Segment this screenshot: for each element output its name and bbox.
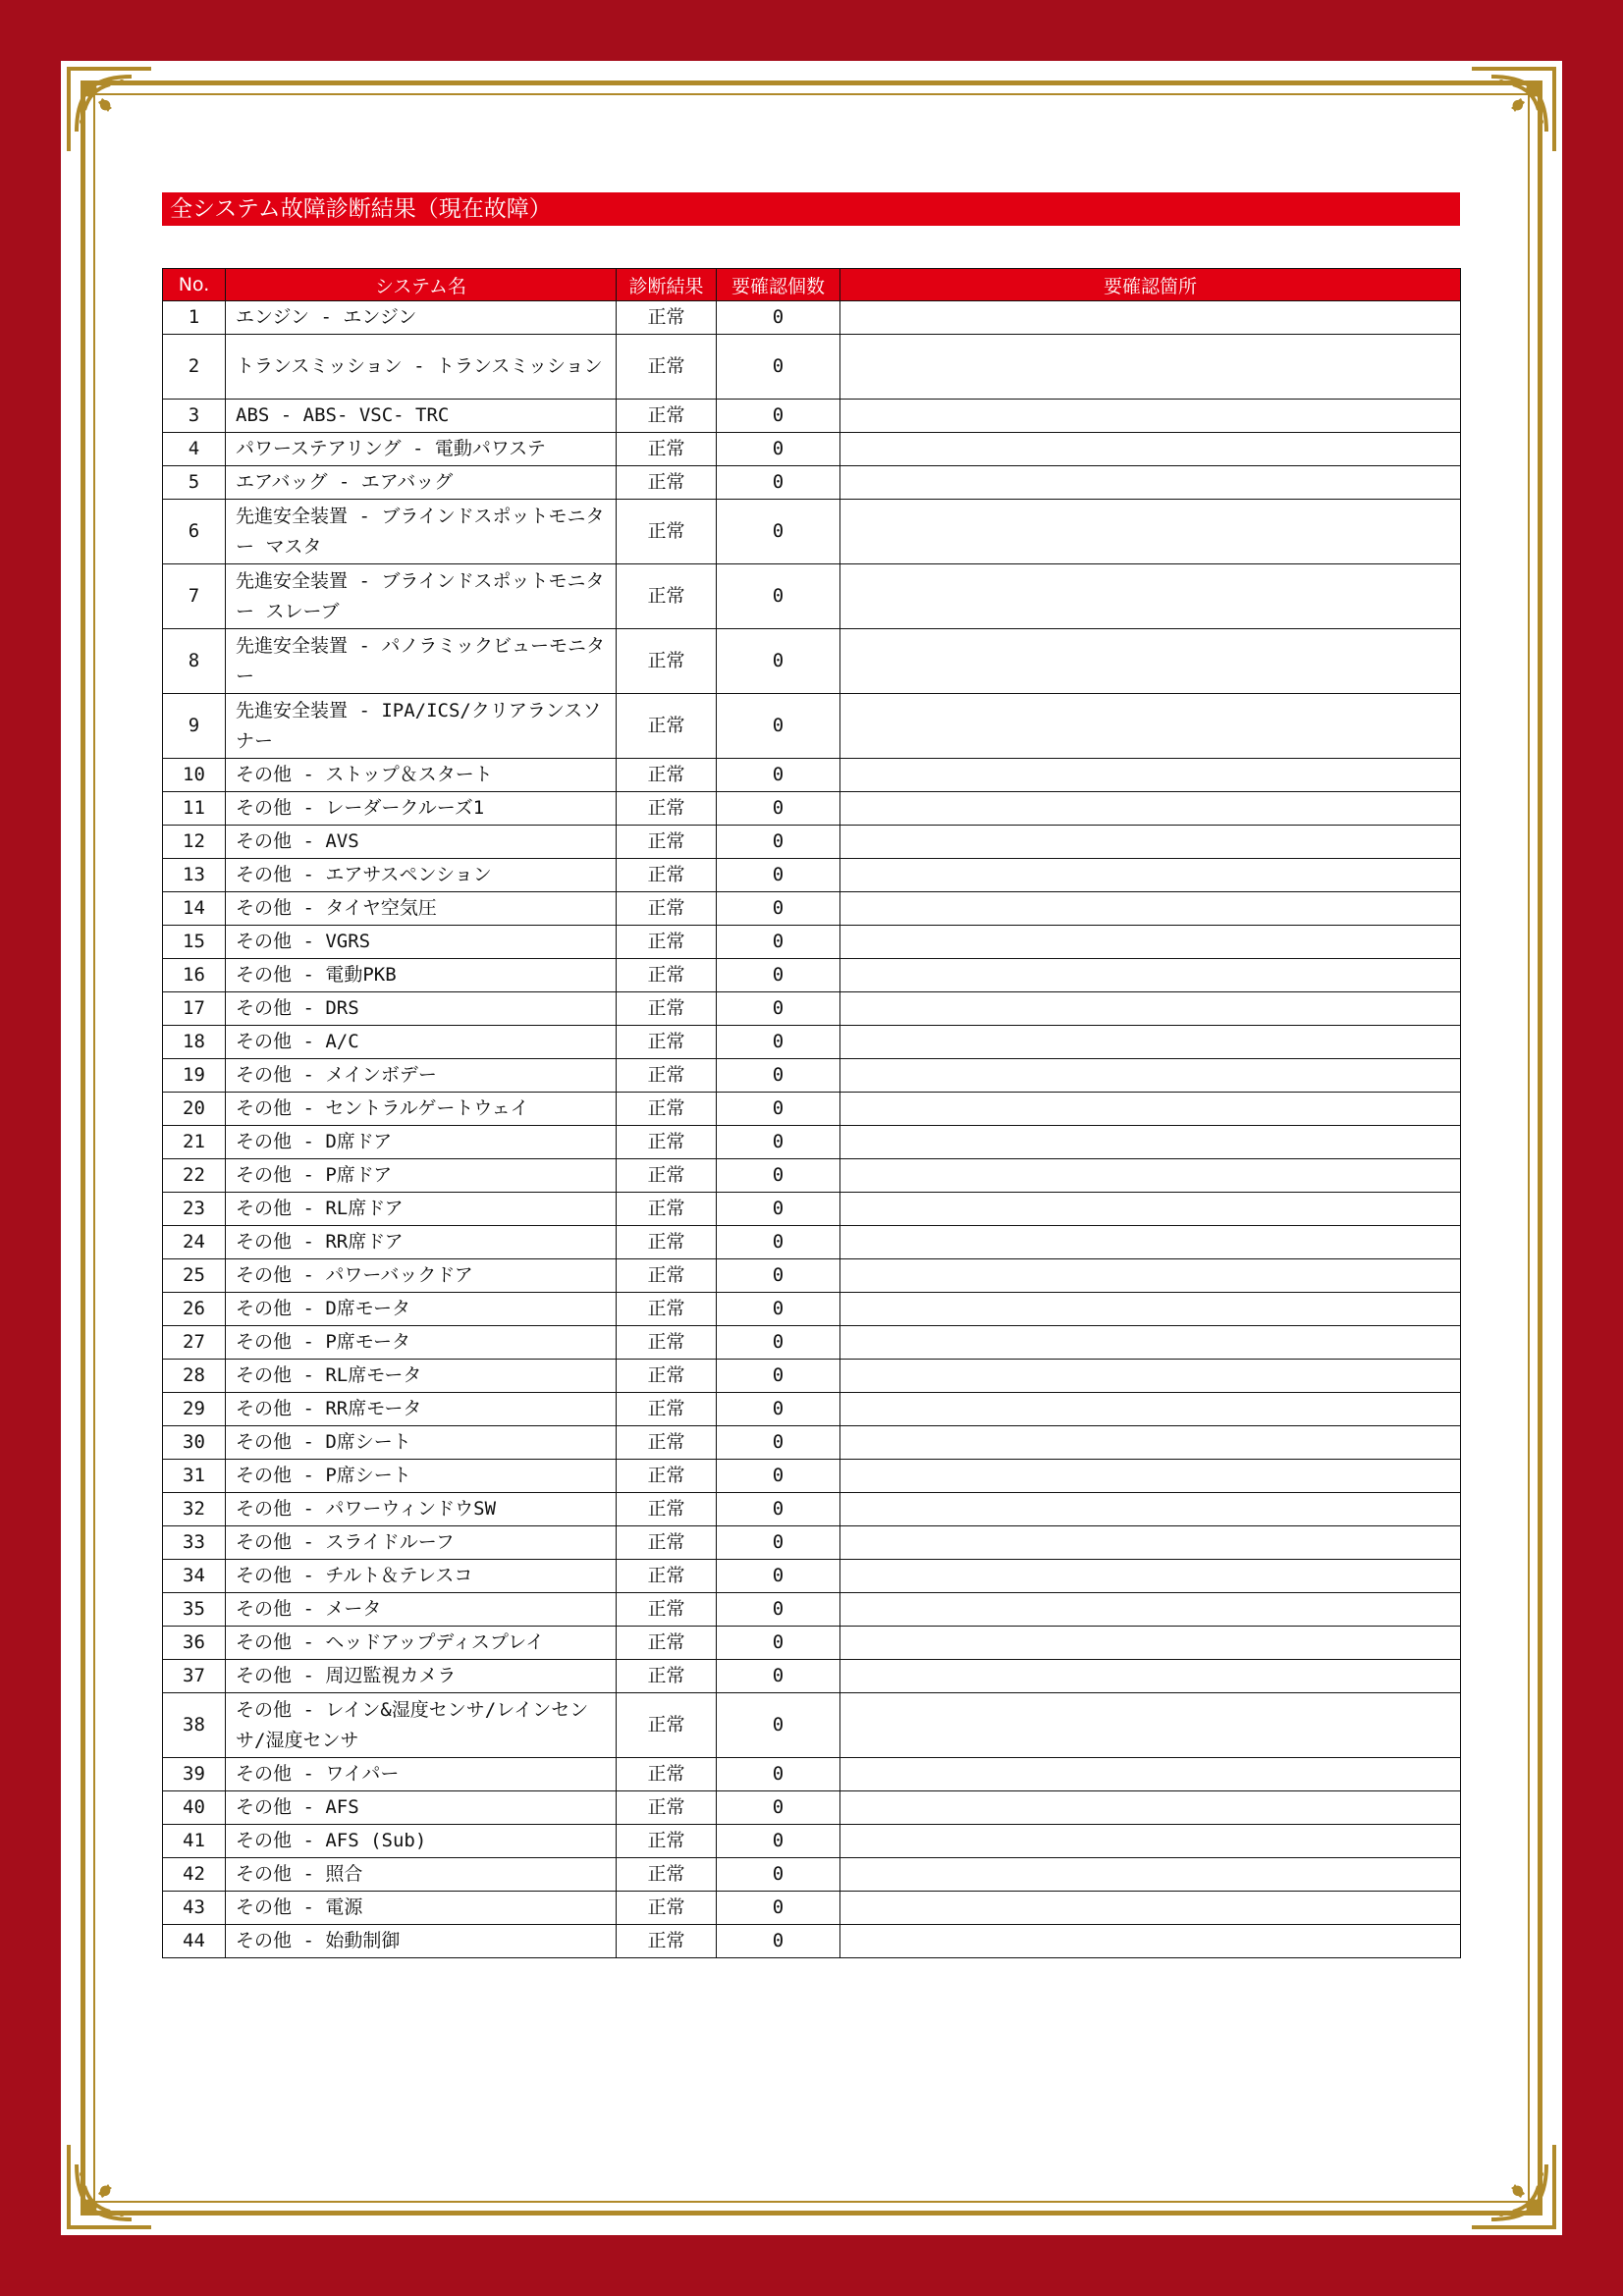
cell-system-name: その他 - レーダークルーズ1 — [226, 792, 617, 826]
cell-check-location — [840, 959, 1461, 992]
cell-no: 25 — [163, 1259, 226, 1293]
cell-system-name: その他 - 照合 — [226, 1858, 617, 1892]
table-row — [163, 1858, 1461, 1892]
table-row — [163, 1627, 1461, 1660]
cell-check-count: 0 — [717, 1193, 840, 1226]
table-row — [163, 1825, 1461, 1858]
cell-no: 9 — [163, 694, 226, 759]
table-row — [163, 400, 1461, 433]
cell-no: 32 — [163, 1493, 226, 1526]
cell-no: 10 — [163, 759, 226, 792]
cell-system-name: その他 - RR席モータ — [226, 1393, 617, 1426]
table-row — [163, 1259, 1461, 1293]
cell-check-count: 0 — [717, 1026, 840, 1059]
cell-check-count: 0 — [717, 1159, 840, 1193]
cell-no: 22 — [163, 1159, 226, 1193]
cell-system-name: その他 - A/C — [226, 1026, 617, 1059]
corner-ornament-icon — [1466, 63, 1560, 157]
cell-no: 43 — [163, 1892, 226, 1925]
cell-system-name: その他 - AFS (Sub) — [226, 1825, 617, 1858]
cell-check-count: 0 — [717, 892, 840, 926]
cell-result: 正常 — [617, 1693, 717, 1758]
table-row — [163, 564, 1461, 629]
cell-result: 正常 — [617, 1226, 717, 1259]
cell-check-count: 0 — [717, 792, 840, 826]
cell-check-count: 0 — [717, 1758, 840, 1791]
cell-no: 44 — [163, 1925, 226, 1958]
table-row — [163, 992, 1461, 1026]
cell-no: 15 — [163, 926, 226, 959]
table-row — [163, 826, 1461, 859]
cell-no: 34 — [163, 1560, 226, 1593]
cell-check-location — [840, 433, 1461, 466]
cell-no: 26 — [163, 1293, 226, 1326]
cell-check-count: 0 — [717, 433, 840, 466]
cell-check-location — [840, 859, 1461, 892]
table-row — [163, 926, 1461, 959]
table-row — [163, 466, 1461, 500]
cell-check-location — [840, 1925, 1461, 1958]
cell-result: 正常 — [617, 759, 717, 792]
cell-check-count: 0 — [717, 694, 840, 759]
table-row — [163, 792, 1461, 826]
cell-no: 27 — [163, 1326, 226, 1360]
cell-result: 正常 — [617, 335, 717, 400]
cell-system-name: その他 - 始動制御 — [226, 1925, 617, 1958]
cell-result: 正常 — [617, 466, 717, 500]
cell-result: 正常 — [617, 1393, 717, 1426]
cell-check-location — [840, 1326, 1461, 1360]
cell-check-count: 0 — [717, 1426, 840, 1460]
cell-no: 11 — [163, 792, 226, 826]
cell-no: 28 — [163, 1360, 226, 1393]
cell-check-location — [840, 1693, 1461, 1758]
cell-check-location — [840, 992, 1461, 1026]
table-row — [163, 1393, 1461, 1426]
cell-no: 41 — [163, 1825, 226, 1858]
cell-check-count: 0 — [717, 1925, 840, 1958]
cell-system-name: その他 - スライドルーフ — [226, 1526, 617, 1560]
table-header-row — [163, 269, 1461, 301]
cell-check-count: 0 — [717, 1393, 840, 1426]
table-row — [163, 1460, 1461, 1493]
cell-no: 12 — [163, 826, 226, 859]
table-row — [163, 1593, 1461, 1627]
cell-check-count: 0 — [717, 335, 840, 400]
cell-check-location — [840, 1226, 1461, 1259]
cell-check-count: 0 — [717, 564, 840, 629]
cell-result: 正常 — [617, 694, 717, 759]
cell-system-name: 先進安全装置 - パノラミックビューモニター — [226, 629, 617, 694]
table-row — [163, 1093, 1461, 1126]
cell-no: 8 — [163, 629, 226, 694]
cell-result: 正常 — [617, 1259, 717, 1293]
cell-check-location — [840, 792, 1461, 826]
report-page — [61, 61, 1562, 2235]
cell-no: 6 — [163, 500, 226, 564]
cell-check-location — [840, 564, 1461, 629]
table-row — [163, 629, 1461, 694]
table-row — [163, 1159, 1461, 1193]
cell-system-name: その他 - パワーウィンドウSW — [226, 1493, 617, 1526]
cell-system-name: その他 - ストップ＆スタート — [226, 759, 617, 792]
table-row — [163, 1925, 1461, 1958]
cell-check-location — [840, 1493, 1461, 1526]
cell-system-name: 先進安全装置 - ブラインドスポットモニター マスタ — [226, 500, 617, 564]
cell-system-name: パワーステアリング - 電動パワステ — [226, 433, 617, 466]
cell-check-location — [840, 1193, 1461, 1226]
cell-system-name: その他 - D席モータ — [226, 1293, 617, 1326]
cell-no: 14 — [163, 892, 226, 926]
cell-result: 正常 — [617, 1627, 717, 1660]
cell-check-count: 0 — [717, 500, 840, 564]
cell-no: 39 — [163, 1758, 226, 1791]
cell-system-name: その他 - タイヤ空気圧 — [226, 892, 617, 926]
table-row — [163, 301, 1461, 335]
table-row — [163, 1493, 1461, 1526]
table-row — [163, 1693, 1461, 1758]
table-row — [163, 1360, 1461, 1393]
cell-result: 正常 — [617, 992, 717, 1026]
table-row — [163, 1560, 1461, 1593]
cell-system-name: エアバッグ - エアバッグ — [226, 466, 617, 500]
cell-no: 17 — [163, 992, 226, 1026]
cell-result: 正常 — [617, 1093, 717, 1126]
cell-system-name: その他 - P席ドア — [226, 1159, 617, 1193]
cell-system-name: その他 - メータ — [226, 1593, 617, 1627]
header-check-count: 要確認個数 — [717, 269, 840, 301]
cell-result: 正常 — [617, 1892, 717, 1925]
cell-result: 正常 — [617, 301, 717, 335]
cell-check-count: 0 — [717, 1660, 840, 1693]
cell-check-location — [840, 1791, 1461, 1825]
table-row — [163, 859, 1461, 892]
table-row — [163, 1660, 1461, 1693]
cell-check-location — [840, 1460, 1461, 1493]
cell-check-count: 0 — [717, 959, 840, 992]
cell-check-count: 0 — [717, 1226, 840, 1259]
cell-result: 正常 — [617, 1159, 717, 1193]
corner-ornament-icon — [63, 63, 157, 157]
cell-no: 42 — [163, 1858, 226, 1892]
table-row — [163, 1758, 1461, 1791]
cell-result: 正常 — [617, 1360, 717, 1393]
cell-result: 正常 — [617, 1758, 717, 1791]
table-body — [163, 301, 1461, 1958]
cell-result: 正常 — [617, 1460, 717, 1493]
cell-system-name: 先進安全装置 - IPA/ICS/クリアランスソナー — [226, 694, 617, 759]
cell-check-location — [840, 335, 1461, 400]
cell-no: 1 — [163, 301, 226, 335]
diagnosis-table — [162, 268, 1461, 1958]
cell-check-count: 0 — [717, 1259, 840, 1293]
cell-check-count: 0 — [717, 466, 840, 500]
cell-system-name: その他 - ヘッドアップディスプレイ — [226, 1627, 617, 1660]
cell-no: 3 — [163, 400, 226, 433]
cell-check-count: 0 — [717, 1693, 840, 1758]
cell-check-location — [840, 1526, 1461, 1560]
cell-no: 7 — [163, 564, 226, 629]
cell-check-count: 0 — [717, 301, 840, 335]
cell-check-location — [840, 1360, 1461, 1393]
corner-ornament-icon — [63, 2139, 157, 2233]
cell-no: 4 — [163, 433, 226, 466]
cell-system-name: その他 - AFS — [226, 1791, 617, 1825]
table-row — [163, 433, 1461, 466]
header-result: 診断結果 — [617, 269, 717, 301]
cell-check-count: 0 — [717, 1059, 840, 1093]
cell-system-name: その他 - 電動PKB — [226, 959, 617, 992]
cell-system-name: その他 - P席シート — [226, 1460, 617, 1493]
cell-result: 正常 — [617, 1858, 717, 1892]
cell-check-location — [840, 1293, 1461, 1326]
page-title: 全システム故障診断結果（現在故障） — [162, 192, 1460, 226]
cell-result: 正常 — [617, 892, 717, 926]
table-row — [163, 694, 1461, 759]
cell-no: 29 — [163, 1393, 226, 1426]
cell-check-location — [840, 629, 1461, 694]
cell-system-name: その他 - AVS — [226, 826, 617, 859]
cell-check-location — [840, 1126, 1461, 1159]
cell-system-name: その他 - メインボデー — [226, 1059, 617, 1093]
header-check-location: 要確認箇所 — [840, 269, 1461, 301]
cell-system-name: その他 - 周辺監視カメラ — [226, 1660, 617, 1693]
cell-no: 19 — [163, 1059, 226, 1093]
cell-result: 正常 — [617, 500, 717, 564]
cell-result: 正常 — [617, 1059, 717, 1093]
cell-result: 正常 — [617, 1593, 717, 1627]
cell-result: 正常 — [617, 826, 717, 859]
table-row — [163, 1026, 1461, 1059]
cell-result: 正常 — [617, 1526, 717, 1560]
cell-check-location — [840, 1059, 1461, 1093]
cell-no: 40 — [163, 1791, 226, 1825]
cell-check-count: 0 — [717, 1858, 840, 1892]
cell-result: 正常 — [617, 629, 717, 694]
cell-result: 正常 — [617, 1660, 717, 1693]
cell-check-count: 0 — [717, 1326, 840, 1360]
cell-system-name: その他 - エアサスペンション — [226, 859, 617, 892]
cell-check-count: 0 — [717, 1560, 840, 1593]
cell-result: 正常 — [617, 1426, 717, 1460]
cell-system-name: 先進安全装置 - ブラインドスポットモニター スレーブ — [226, 564, 617, 629]
cell-check-count: 0 — [717, 826, 840, 859]
table-row — [163, 1326, 1461, 1360]
cell-check-location — [840, 1159, 1461, 1193]
cell-no: 35 — [163, 1593, 226, 1627]
cell-system-name: その他 - レイン&湿度センサ/レインセンサ/湿度センサ — [226, 1693, 617, 1758]
cell-result: 正常 — [617, 792, 717, 826]
cell-no: 33 — [163, 1526, 226, 1560]
cell-no: 2 — [163, 335, 226, 400]
cell-check-location — [840, 759, 1461, 792]
cell-check-location — [840, 1627, 1461, 1660]
table-row — [163, 1226, 1461, 1259]
cell-system-name: その他 - DRS — [226, 992, 617, 1026]
cell-result: 正常 — [617, 564, 717, 629]
cell-check-location — [840, 1758, 1461, 1791]
cell-no: 24 — [163, 1226, 226, 1259]
cell-check-location — [840, 1858, 1461, 1892]
cell-check-count: 0 — [717, 1093, 840, 1126]
cell-result: 正常 — [617, 959, 717, 992]
table-row — [163, 1526, 1461, 1560]
cell-result: 正常 — [617, 1326, 717, 1360]
cell-check-location — [840, 826, 1461, 859]
cell-no: 37 — [163, 1660, 226, 1693]
cell-check-location — [840, 466, 1461, 500]
cell-system-name: その他 - D席ドア — [226, 1126, 617, 1159]
cell-no: 30 — [163, 1426, 226, 1460]
cell-result: 正常 — [617, 1925, 717, 1958]
cell-no: 36 — [163, 1627, 226, 1660]
cell-no: 38 — [163, 1693, 226, 1758]
cell-system-name: その他 - VGRS — [226, 926, 617, 959]
table-row — [163, 1791, 1461, 1825]
cell-check-location — [840, 1560, 1461, 1593]
cell-result: 正常 — [617, 1193, 717, 1226]
table-row — [163, 1293, 1461, 1326]
header-no: No. — [163, 269, 226, 301]
cell-system-name: その他 - セントラルゲートウェイ — [226, 1093, 617, 1126]
cell-system-name: その他 - ワイパー — [226, 1758, 617, 1791]
cell-check-location — [840, 1426, 1461, 1460]
cell-result: 正常 — [617, 433, 717, 466]
cell-check-count: 0 — [717, 926, 840, 959]
cell-check-count: 0 — [717, 629, 840, 694]
table-row — [163, 759, 1461, 792]
cell-system-name: その他 - パワーバックドア — [226, 1259, 617, 1293]
table-row — [163, 500, 1461, 564]
cell-system-name: その他 - D席シート — [226, 1426, 617, 1460]
cell-result: 正常 — [617, 859, 717, 892]
cell-result: 正常 — [617, 1825, 717, 1858]
cell-result: 正常 — [617, 1026, 717, 1059]
cell-check-location — [840, 1660, 1461, 1693]
table-row — [163, 959, 1461, 992]
cell-no: 31 — [163, 1460, 226, 1493]
cell-check-count: 0 — [717, 1293, 840, 1326]
cell-no: 16 — [163, 959, 226, 992]
cell-result: 正常 — [617, 1791, 717, 1825]
table-row — [163, 335, 1461, 400]
cell-check-count: 0 — [717, 859, 840, 892]
cell-result: 正常 — [617, 1126, 717, 1159]
cell-check-count: 0 — [717, 1360, 840, 1393]
cell-check-count: 0 — [717, 992, 840, 1026]
cell-result: 正常 — [617, 1493, 717, 1526]
cell-check-count: 0 — [717, 1627, 840, 1660]
cell-check-location — [840, 1093, 1461, 1126]
cell-no: 5 — [163, 466, 226, 500]
cell-check-count: 0 — [717, 1126, 840, 1159]
cell-check-count: 0 — [717, 400, 840, 433]
cell-check-count: 0 — [717, 1526, 840, 1560]
cell-check-location — [840, 694, 1461, 759]
cell-result: 正常 — [617, 1293, 717, 1326]
cell-result: 正常 — [617, 1560, 717, 1593]
cell-result: 正常 — [617, 926, 717, 959]
cell-check-location — [840, 1393, 1461, 1426]
cell-system-name: その他 - 電源 — [226, 1892, 617, 1925]
cell-system-name: その他 - P席モータ — [226, 1326, 617, 1360]
table-row — [163, 1059, 1461, 1093]
cell-system-name: その他 - RL席ドア — [226, 1193, 617, 1226]
cell-system-name: その他 - RR席ドア — [226, 1226, 617, 1259]
cell-system-name: その他 - RL席モータ — [226, 1360, 617, 1393]
cell-check-location — [840, 1825, 1461, 1858]
cell-check-location — [840, 926, 1461, 959]
cell-system-name: その他 - チルト＆テレスコ — [226, 1560, 617, 1593]
cell-check-location — [840, 301, 1461, 335]
cell-check-location — [840, 1892, 1461, 1925]
cell-check-count: 0 — [717, 1593, 840, 1627]
cell-check-count: 0 — [717, 1460, 840, 1493]
cell-check-location — [840, 500, 1461, 564]
cell-check-count: 0 — [717, 759, 840, 792]
table-row — [163, 1193, 1461, 1226]
cell-result: 正常 — [617, 400, 717, 433]
cell-check-location — [840, 400, 1461, 433]
corner-ornament-icon — [1466, 2139, 1560, 2233]
cell-check-location — [840, 892, 1461, 926]
cell-system-name: トランスミッション - トランスミッション — [226, 335, 617, 400]
cell-no: 21 — [163, 1126, 226, 1159]
cell-system-name: エンジン - エンジン — [226, 301, 617, 335]
cell-check-count: 0 — [717, 1892, 840, 1925]
table-row — [163, 892, 1461, 926]
cell-no: 13 — [163, 859, 226, 892]
cell-check-location — [840, 1593, 1461, 1627]
cell-no: 20 — [163, 1093, 226, 1126]
table-row — [163, 1892, 1461, 1925]
header-system-name: システム名 — [226, 269, 617, 301]
cell-check-count: 0 — [717, 1493, 840, 1526]
cell-no: 18 — [163, 1026, 226, 1059]
cell-check-location — [840, 1026, 1461, 1059]
table-row — [163, 1126, 1461, 1159]
cell-no: 23 — [163, 1193, 226, 1226]
cell-check-count: 0 — [717, 1791, 840, 1825]
table-row — [163, 1426, 1461, 1460]
cell-check-count: 0 — [717, 1825, 840, 1858]
cell-check-location — [840, 1259, 1461, 1293]
cell-system-name: ABS - ABS- VSC- TRC — [226, 400, 617, 433]
